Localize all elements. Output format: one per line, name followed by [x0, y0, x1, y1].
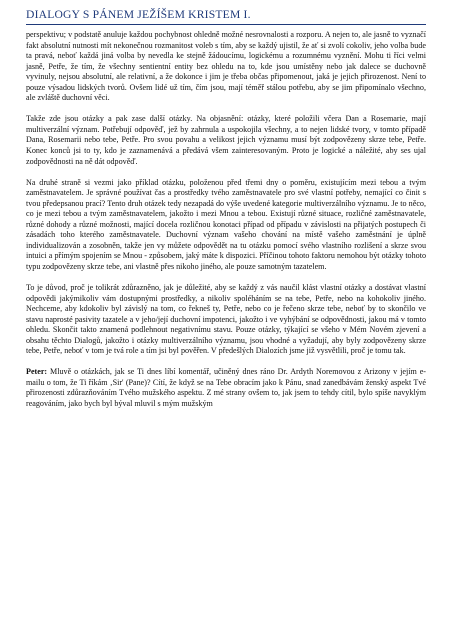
paragraph-4: To je důvod, proč je tolikrát zdůrazněno, jak je důležité, aby se každý z vás naučil klást vlastní otázky a dostávat vlastní odpovědi jakýmikoliv vám dostupnými prostředky, a nikoliv spoléháním se na tebe, Petře, nebo na kohokoliv jiného. Nechceme, aby kdokoliv byl závislý na tom, co řekneš ty, Petře, nebo co je řečeno skrze tebe, neboť by to skončilo ve stavu naprosté pasivity tazatele a v jeho/její duchovní impotenci, jakožto i ve vyhýbání se odpovědnosti, jakou má v tomto ohledu. Skončit takto znamená podlehnout negativnímu stavu. Pouze otázky, týkající se všeho v Mém Novém zjevení a obsahu těchto Dialogů, jakožto i otázky multiverzálního významu, jsou vhodné a vyžadují, aby byly zodpovězeny skrze tebe, Petře, neboť v tom je tvá role a tím jsi byl pověřen. V předešlých Dialozích jsme již vysvětlili, proč je tomu tak. — [26, 282, 426, 356]
paragraph-1: perspektivu; v podstatě anuluje každou pochybnost ohledně možné nesrovnalosti a rozporu. A nejen to, ale jasně to vyznačí fakt absolutní nutnosti mít nekonečnou rozmanitost voleb s tím, aby se každý ujistil, že ať si zvolí cokoliv, jeho volba bude ta pravá, neboť každá jiná volba by nevedla ke stejně žádoucímu, logickému a rozumnému vyznění. Mohu ti říci velmi jasně, Petře, že tím, že všechny sentientní entity bez ohledu na to, kde jsou umístěny nebo jak dalece se duchovně vyvinuly, nejsou absolutní, ale relativní, a že dokonce i jim je třeba občas připomenout, jaká je jejich přirozenost. Není to pouze výsadou lidských tvorů. Ovšem lidé už tím, čím jsou, mají téměř stálou potřebu, aby se jim připomínalo všechno, ale zvláště duchovní věci. — [26, 30, 426, 103]
paragraph-5 — [26, 367, 426, 409]
paragraph-2: Takže zde jsou otázky a pak zase další otázky. Na objasnění: otázky, které položili včera Dan a Rosemarie, mají multiverzální význam. Potřebují odpověď, jež by zahrnula a uspokojila všechny, a to nejen lidské tvory, v tomto případě Dana, Rosemarii nebo tebe, Petře. Pro svou povahu a velikost jejich významu musí být zodpovězeny skrze tebe, Petře. Konec konců jsi to ty, kdo je zaznamenává a předává všem zainteresovaným. Proto je logické a náležité, aby ses ujal zodpovědnosti na ně dát odpověď. — [26, 114, 426, 166]
paragraph-5-text: Mluvě o otázkách, jak se Ti dnes líbí komentář, učiněný dnes ráno Dr. Ardyth Noremovou z Arizony v jejím e-mailu o tom, že Ti říkám ‚Sir' (Pane)? Cítí, že když se na Tebe obracím jako k Pánu, snad zanedbávám ženský aspekt Tvé přirozenosti zdůrazňováním Tvého mužského aspektu. Z mé strany ovšem to, jak jsem to tehdy cítil, bylo spíše navyklým reagováním, jako bych byl býval mluvil s mým mužským — [26, 367, 426, 408]
document-body — [26, 30, 426, 420]
paragraph-3: Na druhé straně si vezmi jako příklad otázku, položenou před třemi dny o poměru, existujícím mezi tebou a tvým zaměstnavatelem. Je správné používat čas a prostředky tvého zaměstnavatele pro své vlastní potřeby, nemající co činit s tvou předepsanou prací? Tento druh otázek tedy nezapadá do výše uvedené kategorie multiverzálního významu. Je to něco, co je mezi tebou a tvým zaměstnavatelem, jakožto i mezi Mnou a tebou. Existují různé situace, rozličné zaměstnavatele, různé dohody a různé možnosti, mající docela rozličnou konotaci případ od případu v závislosti na přijatých postupech či zásadách toho kterého zaměstnavatele. Duchovní význam vašeho chování na místě vašeho zaměstnání je úplně individualizován a zosobněn, takže jen vy můžete odpovědět na tu otázku pomocí svého vlastního rozlišení a skrze svou intuici a přímým spojením se Mnou - způsobem, jaký máte k dispozici. Příčinou tohoto faktoru nemohou být otázky tohoto typu zodpovězeny skrze tebe, ani vlastně přes nikoho jiného, ale pouze samotným tazatelem. — [26, 177, 426, 271]
speaker-label: Peter: — [26, 367, 48, 377]
header-rule — [26, 24, 426, 25]
page-header-title: DIALOGY S PÁNEM JEŽÍŠEM KRISTEM I. — [26, 8, 251, 21]
